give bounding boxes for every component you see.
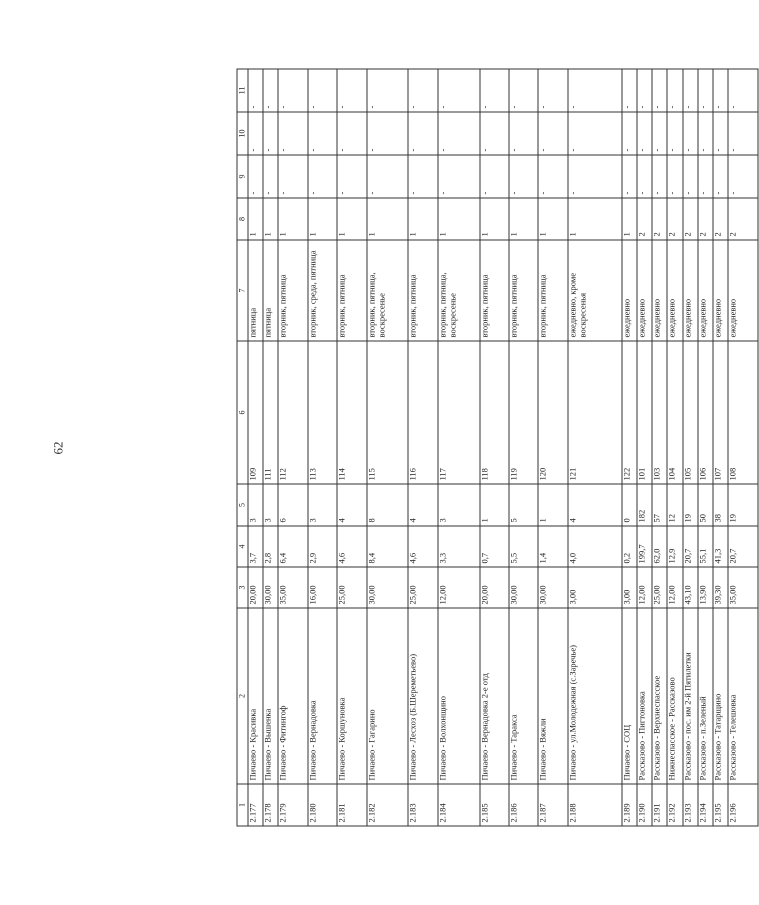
cell-col10: -: [248, 112, 263, 155]
schedule-days: ежедневно: [683, 240, 698, 341]
schedule-days: вторник, пятница: [480, 240, 509, 341]
cell-col11: -: [637, 69, 652, 112]
cell-col9: -: [367, 155, 409, 198]
cell-col9: -: [637, 155, 652, 198]
cell-col8: 1: [509, 198, 538, 240]
cell-col6: 117: [438, 341, 480, 484]
route-name: Пичаево - Лесхоз (Б.Шереметьево): [408, 608, 437, 784]
cell-col6: 120: [538, 341, 567, 484]
header-cell: 8: [237, 198, 248, 240]
table-row: [367, 69, 409, 826]
cell-col10: -: [337, 112, 366, 155]
cell-col9: -: [278, 155, 307, 198]
cell-col11: -: [728, 69, 758, 112]
cell-col6: 112: [278, 341, 307, 484]
cell-col10: -: [480, 112, 509, 155]
cell-col3: 12,00: [438, 567, 480, 608]
schedule-days: пятница: [263, 240, 278, 341]
cell-col10: -: [438, 112, 480, 155]
route-table: [237, 69, 759, 827]
route-number: 2.196: [728, 784, 758, 826]
cell-col10: -: [728, 112, 758, 155]
schedule-days: вторник, пятница: [509, 240, 538, 341]
schedule-days: вторник, пятница, воскресенье: [438, 240, 480, 341]
schedule-days: пятница: [248, 240, 263, 341]
cell-col11: -: [698, 69, 713, 112]
route-name: Рассказово - п.Зеленый: [698, 608, 713, 784]
route-name: Пичаево - Красивка: [248, 608, 263, 784]
cell-col5: 3: [263, 484, 278, 526]
cell-col4: 5,5: [509, 526, 538, 567]
cell-col6: 103: [652, 341, 667, 484]
cell-col10: -: [538, 112, 567, 155]
cell-col3: 39,30: [713, 567, 728, 608]
cell-col10: -: [698, 112, 713, 155]
route-name: Пичаево - Вышенка: [263, 608, 278, 784]
cell-col9: -: [568, 155, 622, 198]
cell-col11: -: [713, 69, 728, 112]
cell-col8: 1: [278, 198, 307, 240]
cell-col3: 16,00: [308, 567, 337, 608]
cell-col6: 118: [480, 341, 509, 484]
route-number: 2.189: [622, 784, 637, 826]
cell-col5: 19: [728, 484, 758, 526]
cell-col4: 2,9: [308, 526, 337, 567]
cell-col9: -: [438, 155, 480, 198]
route-number: 2.177: [248, 784, 263, 826]
cell-col8: 1: [408, 198, 437, 240]
cell-col4: 4,6: [337, 526, 366, 567]
header-cell: 3: [237, 567, 248, 608]
cell-col9: -: [308, 155, 337, 198]
header-cell: 10: [237, 112, 248, 155]
cell-col4: 0,2: [622, 526, 637, 567]
table-row: [337, 69, 366, 826]
cell-col5: 4: [568, 484, 622, 526]
cell-col10: -: [667, 112, 682, 155]
table-row: [308, 69, 337, 826]
cell-col5: 1: [480, 484, 509, 526]
cell-col3: 12,00: [667, 567, 682, 608]
cell-col5: 12: [667, 484, 682, 526]
cell-col10: -: [637, 112, 652, 155]
cell-col5: 4: [408, 484, 437, 526]
schedule-days: ежедневно: [728, 240, 758, 341]
table-row: [263, 69, 278, 826]
cell-col3: 3,00: [568, 567, 622, 608]
cell-col8: 1: [568, 198, 622, 240]
cell-col9: -: [683, 155, 698, 198]
header-cell: 7: [237, 240, 248, 341]
cell-col8: 2: [667, 198, 682, 240]
cell-col5: 3: [308, 484, 337, 526]
cell-col5: 8: [367, 484, 409, 526]
route-name: Пичаево - Таракса: [509, 608, 538, 784]
route-name: Рассказово - пос. им 2-й Пятилетки: [683, 608, 698, 784]
cell-col10: -: [622, 112, 637, 155]
schedule-days: ежедневно: [652, 240, 667, 341]
route-number: 2.187: [538, 784, 567, 826]
route-number: 2.186: [509, 784, 538, 826]
cell-col3: 25,00: [337, 567, 366, 608]
cell-col9: -: [337, 155, 366, 198]
header-cell: 11: [237, 69, 248, 112]
cell-col10: -: [713, 112, 728, 155]
route-name: Пичаево - Фитингоф: [278, 608, 307, 784]
cell-col3: 30,00: [509, 567, 538, 608]
cell-col10: -: [408, 112, 437, 155]
cell-col4: 1,4: [538, 526, 567, 567]
cell-col11: -: [337, 69, 366, 112]
cell-col10: -: [683, 112, 698, 155]
route-name: Пичаево - Вяжли: [538, 608, 567, 784]
cell-col3: 20,00: [248, 567, 263, 608]
cell-col5: 57: [652, 484, 667, 526]
route-number: 2.194: [698, 784, 713, 826]
route-number: 2.181: [337, 784, 366, 826]
header-cell: 2: [237, 608, 248, 784]
cell-col9: -: [538, 155, 567, 198]
cell-col4: 2,8: [263, 526, 278, 567]
cell-col10: -: [568, 112, 622, 155]
cell-col6: 121: [568, 341, 622, 484]
cell-col3: 30,00: [263, 567, 278, 608]
table-row: [509, 69, 538, 826]
cell-col6: 113: [308, 341, 337, 484]
cell-col5: 1: [538, 484, 567, 526]
cell-col6: 105: [683, 341, 698, 484]
route-number: 2.191: [652, 784, 667, 826]
cell-col11: -: [568, 69, 622, 112]
route-number: 2.183: [408, 784, 437, 826]
cell-col9: -: [728, 155, 758, 198]
table-row: [480, 69, 509, 826]
header-cell: 1: [237, 784, 248, 826]
route-name: Пичаево - Коршуновка: [337, 608, 366, 784]
schedule-days: вторник, среда, пятница: [308, 240, 337, 341]
cell-col9: -: [263, 155, 278, 198]
cell-col11: -: [667, 69, 682, 112]
cell-col4: 3,7: [248, 526, 263, 567]
cell-col3: 43,10: [683, 567, 698, 608]
table-row: [408, 69, 437, 826]
cell-col3: 25,00: [408, 567, 437, 608]
cell-col4: 20,7: [728, 526, 758, 567]
table-row: [652, 69, 667, 826]
schedule-days: вторник, пятница: [278, 240, 307, 341]
cell-col10: -: [652, 112, 667, 155]
cell-col3: 35,00: [728, 567, 758, 608]
cell-col5: 3: [438, 484, 480, 526]
table-row: [622, 69, 637, 826]
route-number: 2.178: [263, 784, 278, 826]
route-name: Пичаево - Гагарино: [367, 608, 409, 784]
schedule-days: вторник, пятница: [408, 240, 437, 341]
cell-col11: -: [480, 69, 509, 112]
cell-col3: 30,00: [538, 567, 567, 608]
cell-col4: 3,3: [438, 526, 480, 567]
cell-col8: 1: [622, 198, 637, 240]
cell-col5: 5: [509, 484, 538, 526]
schedule-days: ежедневно, кроме воскресенья: [568, 240, 622, 341]
cell-col5: 6: [278, 484, 307, 526]
table-row: [278, 69, 307, 826]
cell-col4: 4,0: [568, 526, 622, 567]
cell-col11: -: [652, 69, 667, 112]
cell-col8: 1: [538, 198, 567, 240]
schedule-days: ежедневно: [637, 240, 652, 341]
cell-col6: 114: [337, 341, 366, 484]
cell-col8: 1: [480, 198, 509, 240]
table-body: [248, 69, 758, 826]
cell-col3: 3,00: [622, 567, 637, 608]
cell-col8: 1: [263, 198, 278, 240]
route-name: Рассказово - Татарщино: [713, 608, 728, 784]
cell-col10: -: [367, 112, 409, 155]
cell-col5: 4: [337, 484, 366, 526]
schedule-days: вторник, пятница: [337, 240, 366, 341]
cell-col8: 1: [337, 198, 366, 240]
cell-col8: 1: [308, 198, 337, 240]
route-number: 2.195: [713, 784, 728, 826]
route-name: Нижнеспасское - Рассказово: [667, 608, 682, 784]
schedule-days: ежедневно: [713, 240, 728, 341]
route-number: 2.185: [480, 784, 509, 826]
table-row: [637, 69, 652, 826]
route-name: Пичаево - ул.Молодежная (с.Заречье): [568, 608, 622, 784]
schedule-days: вторник, пятница, воскресенье: [367, 240, 409, 341]
cell-col6: 116: [408, 341, 437, 484]
cell-col6: 111: [263, 341, 278, 484]
cell-col8: 1: [438, 198, 480, 240]
cell-col8: 1: [248, 198, 263, 240]
route-number: 2.192: [667, 784, 682, 826]
cell-col5: 38: [713, 484, 728, 526]
cell-col4: 4,6: [408, 526, 437, 567]
cell-col9: -: [622, 155, 637, 198]
route-name: Рассказово - Телешовка: [728, 608, 758, 784]
cell-col6: 104: [667, 341, 682, 484]
cell-col4: 20,7: [683, 526, 698, 567]
schedule-days: ежедневно: [667, 240, 682, 341]
table-row: [667, 69, 682, 826]
cell-col3: 20,00: [480, 567, 509, 608]
cell-col5: 19: [683, 484, 698, 526]
cell-col11: -: [408, 69, 437, 112]
cell-col9: -: [667, 155, 682, 198]
cell-col6: 107: [713, 341, 728, 484]
cell-col6: 101: [637, 341, 652, 484]
cell-col9: -: [698, 155, 713, 198]
cell-col3: 13,90: [698, 567, 713, 608]
route-name: Пичаево - СОЦ: [622, 608, 637, 784]
cell-col4: 8,4: [367, 526, 409, 567]
cell-col9: -: [509, 155, 538, 198]
route-name: Рассказово - Верхнеспасское: [652, 608, 667, 784]
cell-col10: -: [308, 112, 337, 155]
header-cell: 6: [237, 341, 248, 484]
route-number: 2.188: [568, 784, 622, 826]
cell-col4: 62,0: [652, 526, 667, 567]
route-number: 2.184: [438, 784, 480, 826]
cell-col4: 0,7: [480, 526, 509, 567]
cell-col3: 35,00: [278, 567, 307, 608]
cell-col11: -: [308, 69, 337, 112]
route-name: Пичаево - Вернадовка: [308, 608, 337, 784]
cell-col10: -: [263, 112, 278, 155]
route-number: 2.179: [278, 784, 307, 826]
cell-col8: 2: [698, 198, 713, 240]
route-table-container: [237, 70, 759, 827]
cell-col8: 2: [652, 198, 667, 240]
cell-col11: -: [683, 69, 698, 112]
cell-col11: -: [367, 69, 409, 112]
table-header-row: [237, 69, 248, 826]
route-name: Пичаево - Волхонщино: [438, 608, 480, 784]
table-row: [728, 69, 758, 826]
table-row: [568, 69, 622, 826]
cell-col8: 1: [367, 198, 409, 240]
cell-col4: 199,7: [637, 526, 652, 567]
cell-col5: 50: [698, 484, 713, 526]
cell-col8: 2: [713, 198, 728, 240]
page-number: 62: [50, 441, 66, 455]
cell-col9: -: [248, 155, 263, 198]
cell-col11: -: [248, 69, 263, 112]
table-row: [438, 69, 480, 826]
table-row: [698, 69, 713, 826]
cell-col3: 12,00: [637, 567, 652, 608]
cell-col10: -: [278, 112, 307, 155]
cell-col4: 41,3: [713, 526, 728, 567]
cell-col8: 2: [683, 198, 698, 240]
cell-col11: -: [263, 69, 278, 112]
header-cell: 4: [237, 526, 248, 567]
route-number: 2.180: [308, 784, 337, 826]
cell-col11: -: [509, 69, 538, 112]
cell-col4: 12,9: [667, 526, 682, 567]
cell-col10: -: [509, 112, 538, 155]
cell-col6: 109: [248, 341, 263, 484]
route-number: 2.190: [637, 784, 652, 826]
cell-col8: 2: [637, 198, 652, 240]
cell-col11: -: [538, 69, 567, 112]
cell-col4: 55,1: [698, 526, 713, 567]
table-row: [713, 69, 728, 826]
cell-col9: -: [408, 155, 437, 198]
route-name: Рассказово - Пигтоновка: [637, 608, 652, 784]
cell-col9: -: [652, 155, 667, 198]
cell-col5: 3: [248, 484, 263, 526]
cell-col6: 106: [698, 341, 713, 484]
header-cell: 9: [237, 155, 248, 198]
cell-col3: 30,00: [367, 567, 409, 608]
cell-col5: 182: [637, 484, 652, 526]
schedule-days: ежедневно: [698, 240, 713, 341]
cell-col9: -: [480, 155, 509, 198]
cell-col6: 119: [509, 341, 538, 484]
cell-col11: -: [278, 69, 307, 112]
route-number: 2.182: [367, 784, 409, 826]
cell-col4: 6,4: [278, 526, 307, 567]
header-cell: 5: [237, 484, 248, 526]
cell-col8: 2: [728, 198, 758, 240]
cell-col5: 0: [622, 484, 637, 526]
table-row: [683, 69, 698, 826]
cell-col11: -: [438, 69, 480, 112]
route-name: Пичаево - Вернадовка 2-е отд: [480, 608, 509, 784]
cell-col6: 115: [367, 341, 409, 484]
table-row: [248, 69, 263, 826]
schedule-days: ежедневно: [622, 240, 637, 341]
cell-col3: 25,00: [652, 567, 667, 608]
cell-col11: -: [622, 69, 637, 112]
schedule-days: вторник, пятница: [538, 240, 567, 341]
cell-col9: -: [713, 155, 728, 198]
table-row: [538, 69, 567, 826]
cell-col6: 108: [728, 341, 758, 484]
cell-col6: 122: [622, 341, 637, 484]
route-number: 2.193: [683, 784, 698, 826]
